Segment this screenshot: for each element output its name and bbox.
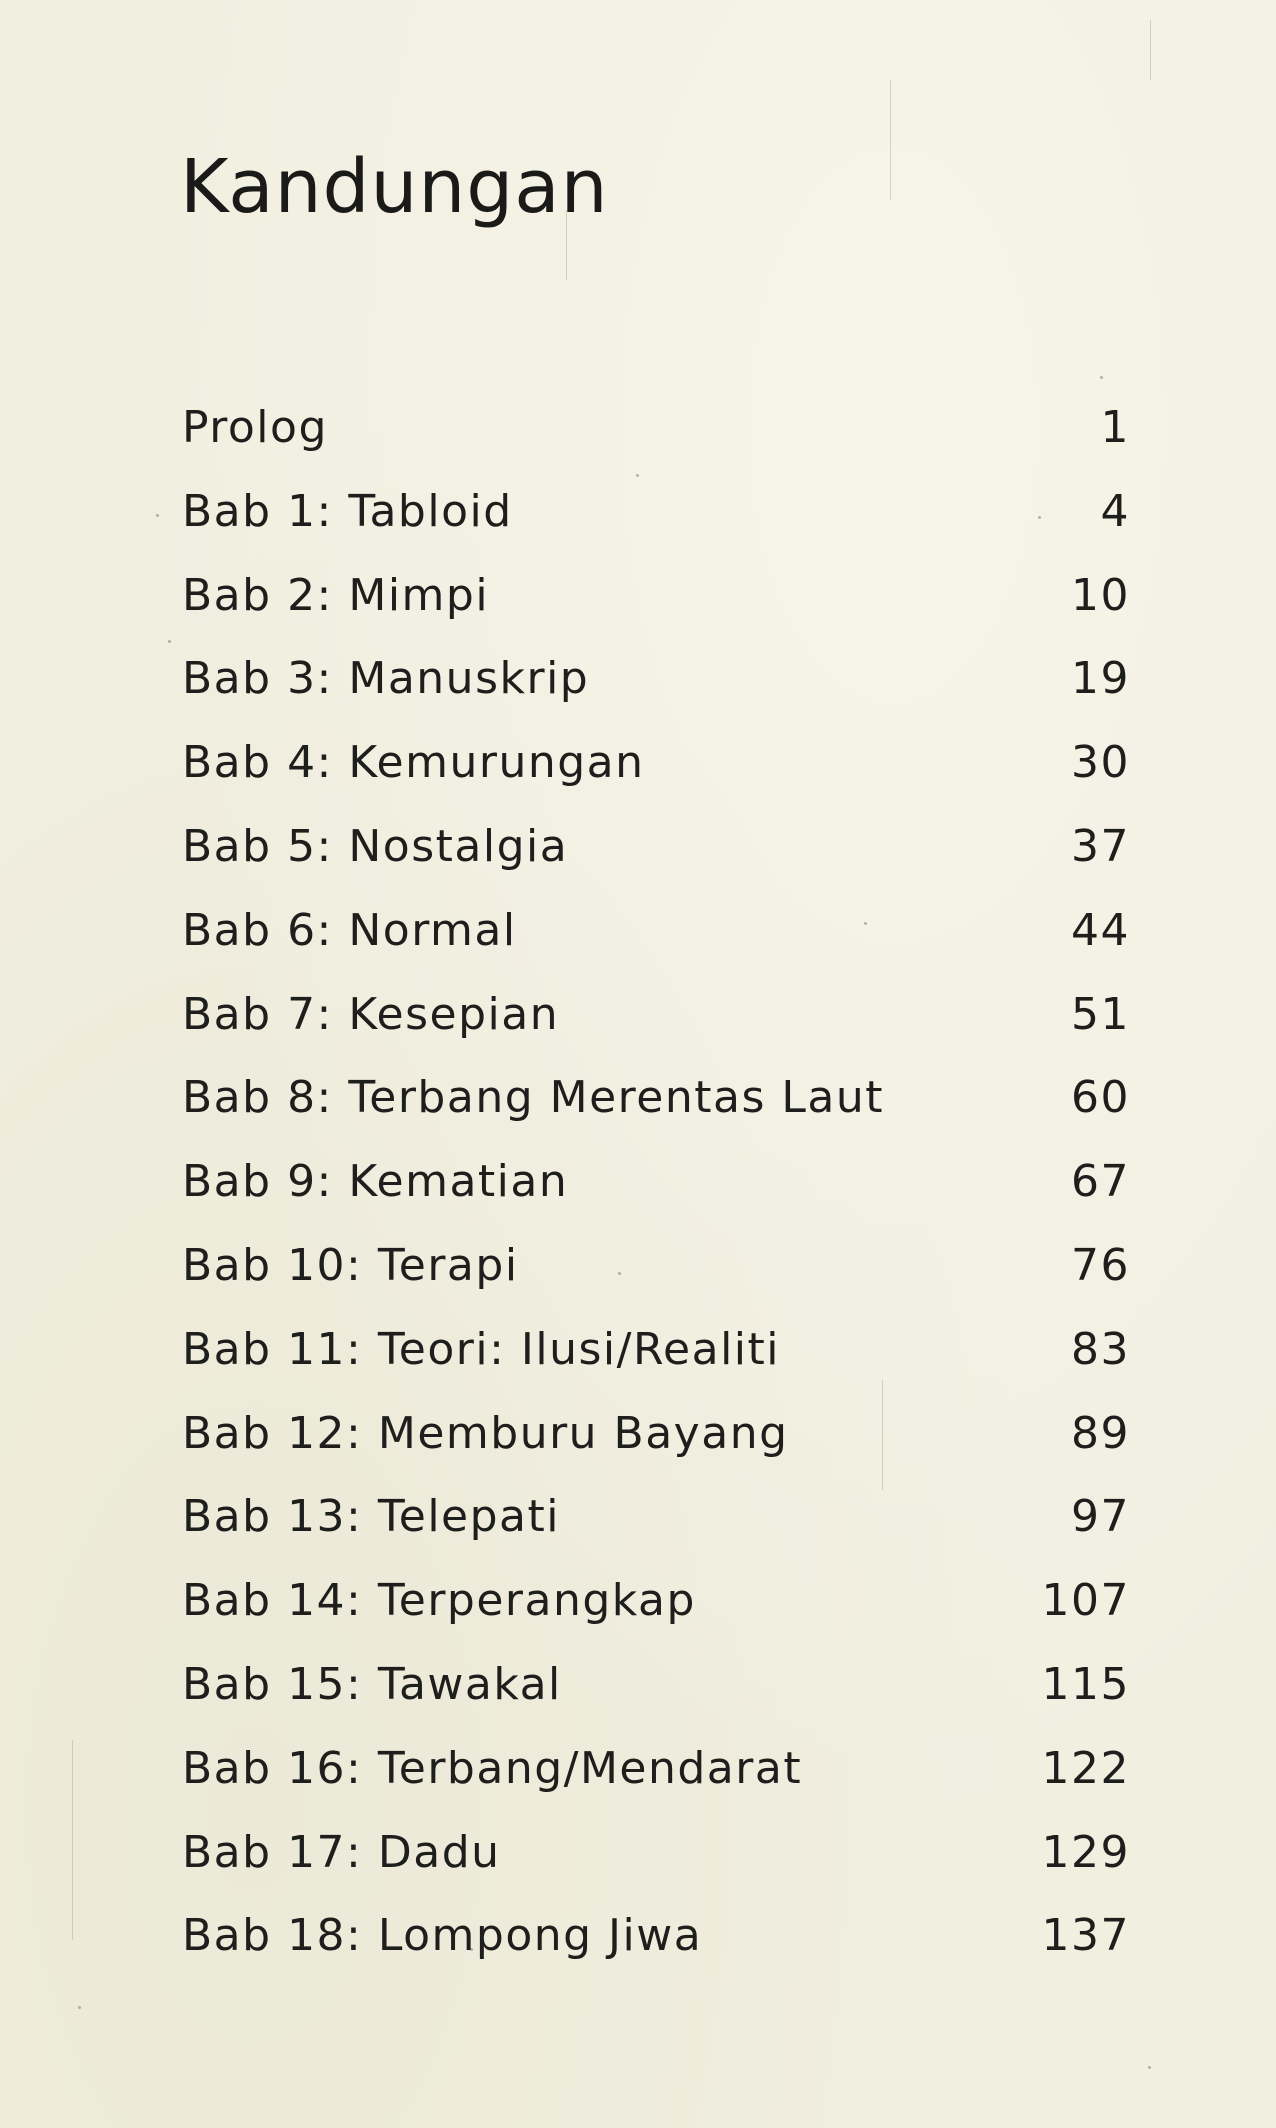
paper-speck — [78, 2006, 81, 2009]
table-of-contents — [182, 402, 1130, 1998]
toc-entry-label: Bab 11: Teori: Ilusi/Realiti — [182, 1323, 780, 1375]
paper-streak — [1150, 20, 1151, 80]
toc-entry-page-number: 129 — [1041, 1826, 1130, 1878]
toc-entry-page-number: 10 — [1071, 569, 1130, 621]
toc-entry-page-number: 67 — [1071, 1156, 1130, 1208]
toc-entry — [182, 820, 1130, 909]
toc-entry-label: Bab 8: Terbang Merentas Laut — [182, 1072, 884, 1124]
toc-entry-label: Prolog — [182, 402, 328, 453]
toc-entry-label: Bab 2: Mimpi — [182, 569, 490, 621]
toc-entry-label: Bab 5: Nostalgia — [182, 820, 569, 872]
toc-entry-page-number: 97 — [1071, 1491, 1130, 1543]
toc-entry — [182, 904, 1130, 993]
toc-entry-page-number: 37 — [1071, 820, 1130, 872]
toc-entry-page-number: 44 — [1071, 904, 1130, 956]
toc-entry-page-number: 1 — [1100, 402, 1130, 453]
toc-entry-label: Bab 18: Lompong Jiwa — [182, 1910, 703, 1962]
toc-entry-page-number: 30 — [1071, 737, 1130, 789]
toc-entry — [182, 1826, 1130, 1915]
toc-entry — [182, 1156, 1130, 1244]
toc-entry-label: Bab 3: Manuskrip — [182, 653, 590, 705]
toc-entry-page-number: 83 — [1071, 1323, 1130, 1375]
toc-entry — [182, 737, 1130, 825]
toc-entry — [182, 569, 1130, 658]
toc-entry-label: Bab 9: Kematian — [182, 1156, 569, 1208]
toc-entry-page-number: 4 — [1100, 485, 1130, 537]
toc-entry — [182, 485, 1130, 574]
toc-entry-page-number: 60 — [1071, 1072, 1130, 1124]
paper-speck — [1148, 2066, 1151, 2069]
toc-entry — [182, 653, 1130, 741]
toc-entry-label: Bab 12: Memburu Bayang — [182, 1407, 789, 1459]
toc-entry-label: Bab 15: Tawakal — [182, 1658, 562, 1710]
toc-entry — [182, 1239, 1130, 1328]
toc-entry — [182, 1491, 1130, 1579]
toc-entry — [182, 988, 1130, 1077]
toc-entry-page-number: 51 — [1071, 988, 1130, 1040]
toc-entry-label: Bab 1: Tabloid — [182, 485, 513, 537]
toc-entry — [182, 1910, 1130, 1998]
toc-entry-label: Bab 6: Normal — [182, 904, 517, 956]
paper-speck — [1100, 376, 1103, 379]
toc-entry-page-number: 89 — [1071, 1407, 1130, 1459]
paper-streak — [72, 1740, 73, 1940]
toc-entry — [182, 1658, 1130, 1747]
toc-entry — [182, 1072, 1130, 1160]
toc-entry — [182, 1575, 1130, 1663]
toc-entry — [182, 1323, 1130, 1412]
toc-entry-page-number: 76 — [1071, 1239, 1130, 1291]
toc-entry — [182, 1742, 1130, 1831]
paper-speck — [168, 640, 171, 643]
toc-entry-page-number: 122 — [1041, 1742, 1130, 1794]
toc-entry — [182, 1407, 1130, 1496]
paper-streak — [890, 80, 891, 200]
toc-entry-label: Bab 17: Dadu — [182, 1826, 501, 1878]
toc-entry — [182, 402, 1130, 490]
toc-entry-label: Bab 16: Terbang/Mendarat — [182, 1742, 803, 1794]
paper-speck — [156, 514, 159, 517]
toc-entry-page-number: 19 — [1071, 653, 1130, 705]
toc-entry-label: Bab 4: Kemurungan — [182, 737, 645, 789]
page-title: Kandungan — [180, 144, 609, 230]
toc-entry-label: Bab 13: Telepati — [182, 1491, 560, 1543]
toc-entry-page-number: 137 — [1041, 1910, 1130, 1962]
toc-entry-label: Bab 7: Kesepian — [182, 988, 560, 1040]
toc-entry-page-number: 115 — [1041, 1658, 1130, 1710]
toc-entry-page-number: 107 — [1041, 1575, 1130, 1627]
toc-entry-label: Bab 14: Terperangkap — [182, 1575, 696, 1627]
toc-entry-label: Bab 10: Terapi — [182, 1239, 519, 1291]
